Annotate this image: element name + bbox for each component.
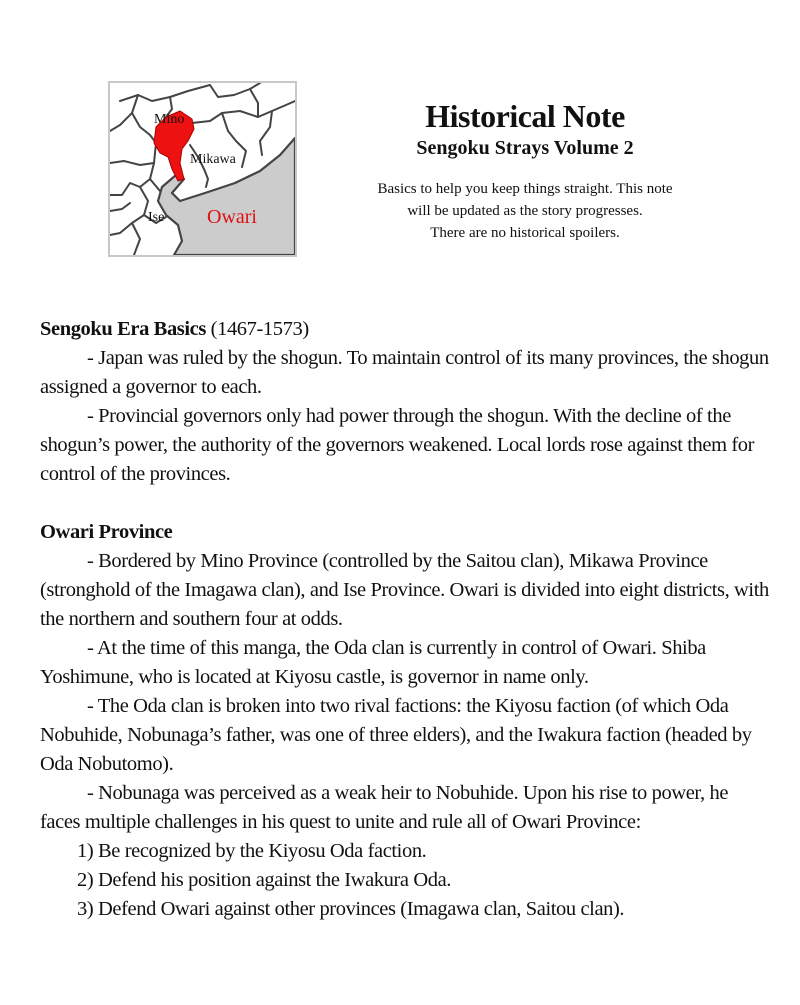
intro-line: will be updated as the story progresses. [407,203,643,219]
page-subtitle: Sengoku Strays Volume 2 [416,137,634,159]
section-heading-dates: (1467-1573) [205,318,309,340]
map-label-owari: Owari [207,206,257,228]
challenge-list-item: 2) Defend his position against the Iwakura Oda. [77,869,452,891]
paragraph: - Bordered by Mino Province (controlled by the Saitou clan), Mikawa Province (stronghold of the Imagawa clan), and Ise Province. Owari is divided into eight districts, with the northern and southern four at odds. [40,550,769,630]
note-header [350,100,700,244]
intro-line: Basics to help you keep things straight. This note [377,181,673,197]
page-title: Historical Note [425,98,625,134]
challenge-list-item: 1) Be recognized by the Kiyosu Oda faction. [77,840,427,862]
section-heading-title: Sengoku Era Basics [40,318,206,340]
spacer [40,489,770,518]
section-heading-owari [40,518,770,547]
section-heading-title: Owari Province [40,521,173,543]
section-heading-sengoku [40,315,770,344]
paragraph: - Nobunaga was perceived as a weak heir to Nobuhide. Upon his rise to power, he faces multiple challenges in his quest to unite and rule all of Owari Province: [40,782,729,833]
map-label-mino: Mino [154,112,185,127]
map-graphic [110,83,295,255]
map-label-mikawa: Mikawa [190,152,236,167]
paragraph: - The Oda clan is broken into two rival factions: the Kiyosu faction (of which Oda Nobuhide, Nobunaga’s father, was one of three elders), and the Iwakura faction (headed by Oda Nobutomo). [40,695,752,775]
province-map [108,81,297,257]
map-label-ise: Ise [148,210,165,225]
paragraph: - Japan was ruled by the shogun. To maintain control of its many provinces, the shogun assigned a governor to each. [40,347,769,398]
intro-text [350,178,700,244]
note-body [40,315,770,924]
challenge-list-item: 3) Defend Owari against other provinces (Imagawa clan, Saitou clan). [77,898,625,920]
paragraph: - Provincial governors only had power through the shogun. With the decline of the shogun’s power, the authority of the governors weakened. Local lords rose against them for control of the provinces. [40,405,755,485]
paragraph: - At the time of this manga, the Oda clan is currently in control of Owari. Shiba Yoshimune, who is located at Kiyosu castle, is governor in name only. [40,637,706,688]
intro-line: There are no historical spoilers. [430,225,620,241]
